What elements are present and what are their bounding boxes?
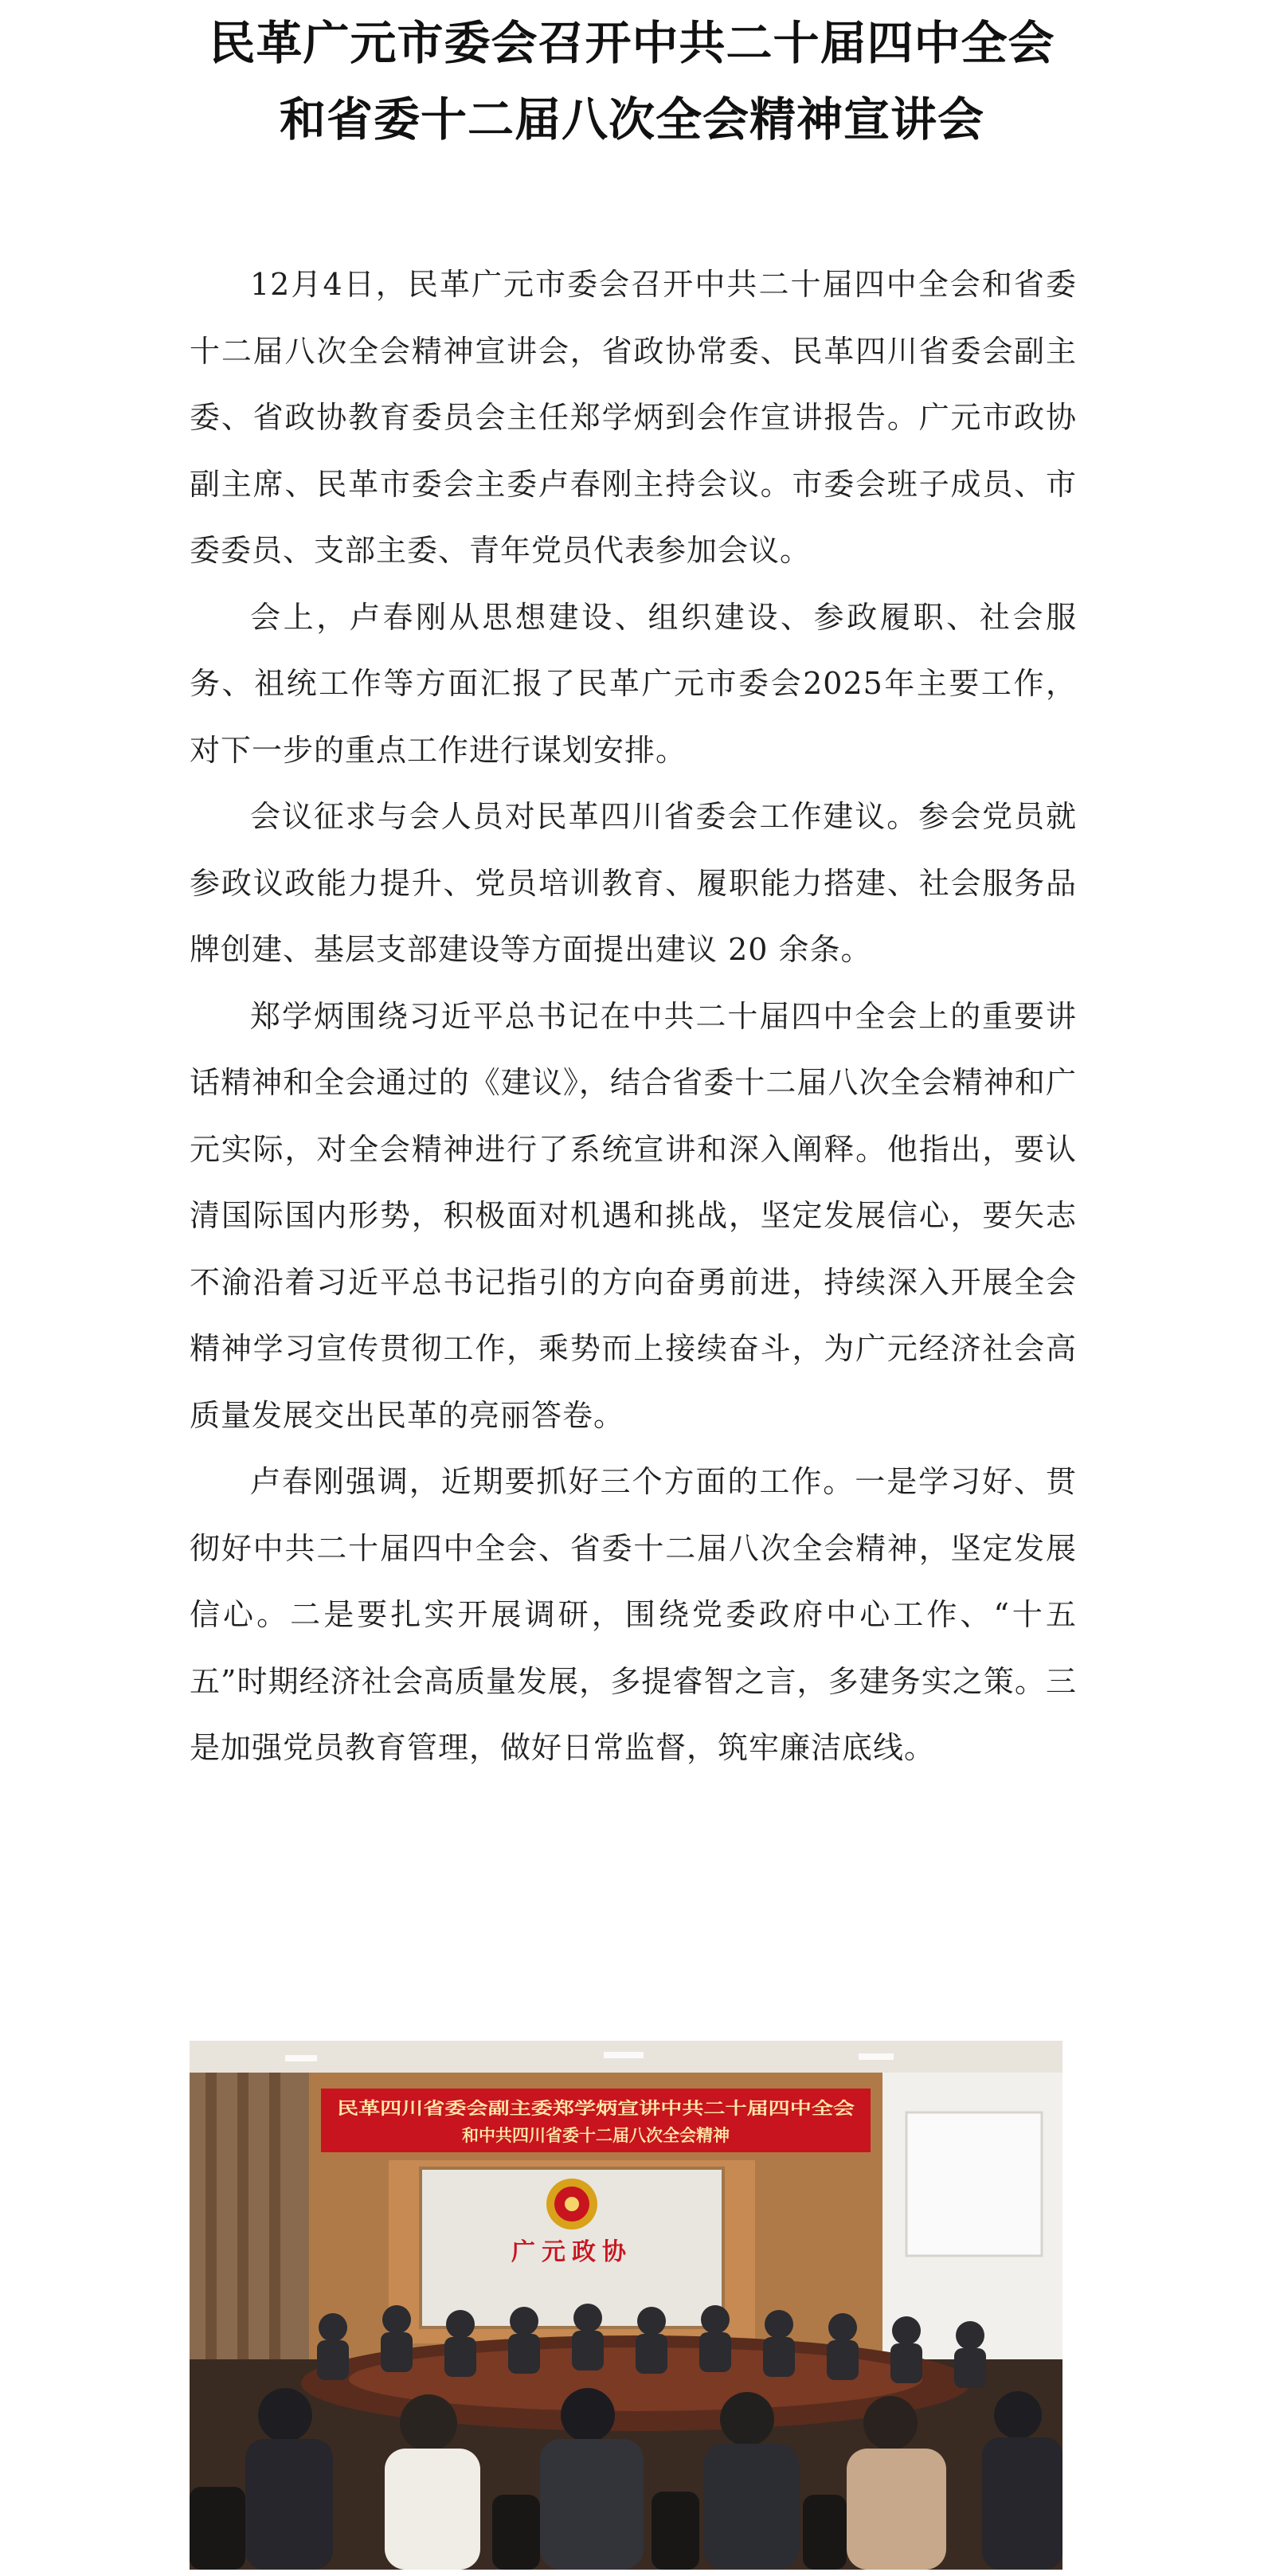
paragraph-2: 会上，卢春刚从思想建设、组织建设、参政履职、社会服务、祖统工作等方面汇报了民革广元市委会2025年主要工作，对下一步的重点工作进行谋划安排。 <box>190 599 1077 768</box>
title-line-1: 民革广元市委会召开中共二十届四中全会 <box>209 16 1055 70</box>
paragraph-5: 卢春刚强调，近期要抓好三个方面的工作。一是学习好、贯彻好中共二十届四中全会、省委十二届八次全会精神，坚定发展信心。二是要扎实开展调研，围绕党委政府中心工作、“十五五”时期经济社会高质量发展，多提睿智之言，多建务实之策。三是加强党员教育管理，做好日常监督，筑牢廉洁底线。 <box>190 1464 1077 1765</box>
article-title <box>0 5 1264 158</box>
article-body <box>190 252 1077 1782</box>
meeting-photo-illustration <box>190 2041 1062 2570</box>
banner-line-2: 和中共四川省委十二届八次全会精神 <box>462 2126 730 2145</box>
wall-sign: 广元政协 <box>511 2238 632 2266</box>
paragraph-1: 12月4日，民革广元市委会召开中共二十届四中全会和省委十二届八次全会精神宣讲会，省政协常委、民革四川省委会副主委、省政协教育委员会主任郑学炳到会作宣讲报告。广元市政协副主席、民革市委会主委卢春刚主持会议。市委会班子成员、市委委员、支部主委、青年党员代表参加会议。 <box>190 267 1077 568</box>
meeting-photo <box>190 2041 1062 2570</box>
paragraph-3: 会议征求与会人员对民革四川省委会工作建议。参会党员就参政议政能力提升、党员培训教育、履职能力搭建、社会服务品牌创建、基层支部建设等方面提出建议 20 余条。 <box>190 799 1077 967</box>
paragraph-4: 郑学炳围绕习近平总书记在中共二十届四中全会上的重要讲话精神和全会通过的《建议》，结合省委十二届八次全会精神和广元实际，对全会精神进行了系统宣讲和深入阐释。他指出，要认清国际国内形势，积极面对机遇和挑战，坚定发展信心，要矢志不渝沿着习近平总书记指引的方向奋勇前进，持续深入开展全会精神学习宣传贯彻工作，乘势而上接续奋斗，为广元经济社会高质量发展交出民革的亮丽答卷。 <box>190 998 1077 1433</box>
banner-line-1: 民革四川省委会副主委郑学炳宣讲中共二十届四中全会 <box>337 2099 855 2118</box>
title-line-2: 和省委十二届八次全会精神宣讲会 <box>279 92 984 147</box>
